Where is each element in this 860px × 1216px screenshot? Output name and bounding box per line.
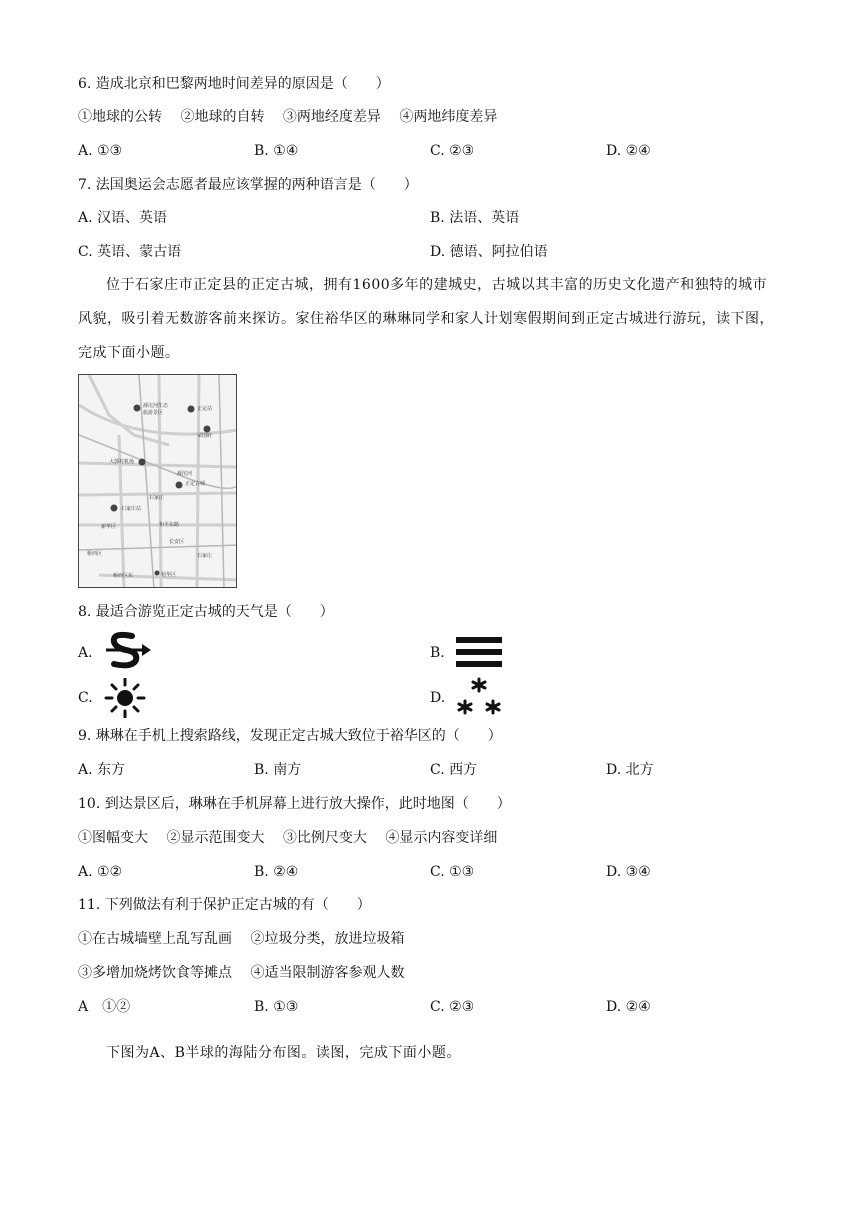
q6-option-d: D. ②④: [606, 143, 651, 159]
map-label: 大郭村机场: [109, 459, 135, 465]
q10-option-c: C. ①③: [430, 864, 475, 880]
q10-statements: ①图幅变大 ②显示范围变大 ③比例尺变大 ④显示内容变详细: [78, 830, 498, 846]
q6-option-a: A. ①③: [78, 143, 123, 159]
q11-option-b: B. ①③: [254, 999, 299, 1015]
q8-option-d: D.: [430, 690, 446, 706]
sandstorm-icon: [104, 630, 152, 674]
passage-zhengding: 位于石家庄市正定县的正定古城，拥有1600多年的建城史，古城以其丰富的历史文化遗产和独特的城市风貌，吸引着无数游客前来探访。家住裕华区的琳琳同学和家人计划寒假期间到正定古城进行游玩，读下图，完成下面小题。: [78, 277, 774, 361]
q8-option-c: C.: [78, 690, 93, 706]
q10-option-b: B. ②④: [254, 864, 299, 880]
map-label: 桥西区东: [113, 573, 134, 579]
map-label: 裕华区: [161, 572, 177, 578]
map-label: 新华区: [101, 524, 117, 530]
map-label: 正定古城: [185, 481, 206, 487]
fog-icon: [456, 636, 502, 672]
q6-option-b: B. ①④: [254, 143, 299, 159]
map-label: 石家庄站: [121, 506, 142, 512]
q7-option-d: D. 德语、阿拉伯语: [430, 244, 548, 260]
map-label: 长安区: [169, 539, 185, 545]
snow-icon: [456, 676, 502, 722]
map-label: 和平东路: [159, 522, 180, 528]
q11-option-c: C. ②③: [430, 999, 475, 1015]
map-label: 石家庄: [149, 495, 165, 501]
q8-option-b: B.: [430, 645, 445, 661]
q10-option-a: A. ①②: [78, 864, 123, 880]
q8-option-a: A.: [78, 645, 93, 661]
q7-option-b: B. 法语、英语: [430, 210, 520, 226]
q11-option-d: D. ②④: [606, 999, 651, 1015]
map-label: 桥西区: [87, 551, 103, 557]
q9-option-a: A. 东方: [78, 762, 126, 778]
q9-stem: 9. 琳琳在手机上搜索路线，发现正定古城大致位于裕华区的（ ）: [78, 728, 502, 744]
q9-option-d: D. 北方: [606, 762, 654, 778]
map-label: 旅游景区: [143, 410, 164, 416]
q7-option-c: C. 英语、蒙古语: [78, 244, 182, 260]
q11-statements-1: ①在古城墙壁上乱写乱画 ②垃圾分类，放进垃圾箱: [78, 931, 405, 947]
passage-hemispheres: 下图为A、B半球的海陆分布图。读图，完成下面小题。: [106, 1045, 461, 1061]
q7-stem: 7. 法国奥运会志愿者最应该掌握的两种语言是（ ）: [78, 177, 418, 193]
map-label: 荣国府: [197, 433, 213, 439]
q11-statements-2: ③多增加烧烤饮食等摊点 ④适当限制游客参观人数: [78, 965, 405, 981]
q10-stem: 10. 到达景区后，琳琳在手机屏幕上进行放大操作，此时地图（ ）: [78, 796, 511, 812]
q9-option-c: C. 西方: [430, 762, 478, 778]
sunny-icon: [104, 678, 146, 722]
q10-option-d: D. ③④: [606, 864, 651, 880]
map-label: 正定站: [197, 406, 213, 412]
map-label: 滹沱河: [177, 471, 193, 477]
q11-stem: 11. 下列做法有利于保护正定古城的有（ ）: [78, 897, 371, 913]
q9-option-b: B. 南方: [254, 762, 302, 778]
zhengding-map: [78, 374, 237, 588]
q7-option-a: A. 汉语、英语: [78, 210, 168, 226]
q6-option-c: C. ②③: [430, 143, 475, 159]
q6-statements: ①地球的公转 ②地球的自转 ③两地经度差异 ④两地纬度差异: [78, 109, 498, 125]
q6-stem: 6. 造成北京和巴黎两地时间差异的原因是（ ）: [78, 76, 390, 92]
q8-stem: 8. 最适合游览正定古城的天气是（ ）: [78, 604, 334, 620]
map-label: 滹沱河生态: [143, 403, 169, 409]
map-label: 石家庄: [197, 553, 213, 559]
q11-option-a: A ①②: [78, 999, 131, 1015]
